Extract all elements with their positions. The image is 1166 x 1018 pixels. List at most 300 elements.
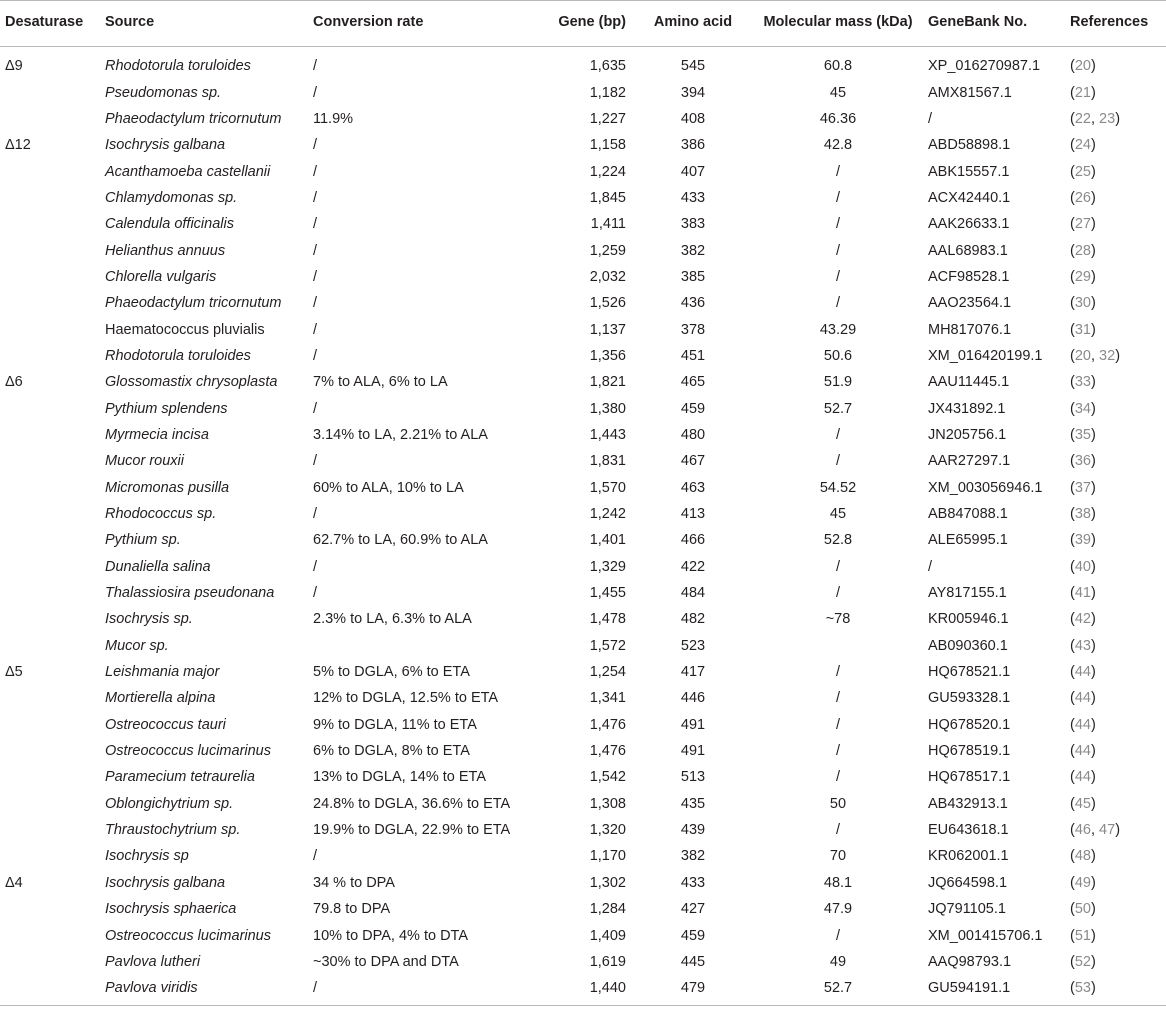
desaturase-cell — [0, 633, 105, 659]
desaturase-cell — [0, 395, 105, 421]
molecular-mass-cell: / — [835, 453, 841, 470]
molecular-mass-cell: 52.8 — [823, 532, 853, 549]
molecular-mass-cell: 45 — [829, 506, 847, 523]
source-cell: Pythium splendens — [105, 400, 228, 417]
table-row — [0, 475, 1166, 501]
source-cell: Calendula officinalis — [105, 216, 234, 233]
source-cell: Chlorella vulgaris — [105, 268, 217, 285]
references-cell: (38) — [1070, 506, 1096, 523]
references-cell: (44) — [1070, 664, 1096, 681]
reference-link[interactable]: 51 — [1074, 927, 1091, 944]
source-cell: Leishmania major — [105, 664, 220, 681]
genebank-cell: HQ678517.1 — [928, 769, 1011, 786]
table-row — [0, 949, 1166, 975]
references-cell: (34) — [1070, 400, 1096, 417]
genebank-cell: HQ678520.1 — [928, 716, 1011, 733]
reference-link[interactable]: 26 — [1074, 189, 1091, 206]
reference-link[interactable]: 39 — [1074, 532, 1091, 549]
reference-link[interactable]: 20 — [1074, 347, 1091, 364]
gene-bp-cell: 1,224 — [589, 163, 626, 180]
reference-link[interactable]: 20 — [1074, 58, 1091, 75]
desaturase-cell — [0, 817, 105, 843]
references-cell: (49) — [1070, 874, 1096, 891]
amino-acid-cell: 408 — [680, 110, 706, 127]
amino-acid-cell: 491 — [680, 716, 706, 733]
gene-bp-cell: 1,455 — [589, 585, 626, 602]
amino-acid-cell: 435 — [680, 795, 706, 812]
amino-acid-cell: 466 — [680, 532, 706, 549]
genebank-cell: XM_003056946.1 — [928, 479, 1043, 496]
genebank-cell: MH817076.1 — [928, 321, 1012, 338]
molecular-mass-cell — [748, 633, 928, 659]
table-header — [0, 1, 1166, 47]
genebank-cell: AAO23564.1 — [928, 295, 1012, 312]
conversion-rate-cell: 60% to ALA, 10% to LA — [313, 479, 464, 496]
amino-acid-cell: 459 — [680, 927, 706, 944]
references-cell: (44) — [1070, 690, 1096, 707]
source-cell: Mucor sp. — [105, 637, 169, 654]
desaturase-cell — [0, 343, 105, 369]
molecular-mass-cell: / — [835, 189, 841, 206]
conversion-rate-cell: / — [313, 453, 318, 470]
gene-bp-cell: 1,831 — [589, 453, 626, 470]
table-row — [0, 422, 1166, 448]
reference-link[interactable]: 41 — [1074, 585, 1091, 602]
table-row — [0, 922, 1166, 948]
conversion-rate-cell: / — [313, 84, 318, 101]
source-cell: Haematococcus pluvialis — [105, 321, 265, 338]
gene-bp-cell: 1,170 — [589, 848, 626, 865]
reference-link[interactable]: 53 — [1074, 980, 1091, 997]
reference-link[interactable]: 23 — [1099, 110, 1116, 127]
amino-acid-cell: 407 — [680, 163, 706, 180]
molecular-mass-cell: / — [835, 743, 841, 760]
references-cell: (52) — [1070, 953, 1096, 970]
references-cell: (22, 23) — [1070, 110, 1121, 127]
conversion-rate-cell: / — [313, 347, 318, 364]
reference-link[interactable]: 45 — [1074, 795, 1091, 812]
desaturase-cell — [0, 475, 105, 501]
desaturase-cell — [0, 554, 105, 580]
table-row — [0, 712, 1166, 738]
molecular-mass-cell: 47.9 — [823, 901, 853, 918]
table-row — [0, 975, 1166, 1006]
desaturase-cell — [0, 422, 105, 448]
desaturase-cell — [0, 791, 105, 817]
desaturase-cell: Δ5 — [5, 664, 23, 681]
source-cell: Phaeodactylum tricornutum — [105, 295, 282, 312]
table-row — [0, 132, 1166, 158]
molecular-mass-cell: 70 — [829, 848, 847, 865]
reference-link[interactable]: 40 — [1074, 558, 1091, 575]
conversion-rate-cell: / — [313, 975, 530, 1006]
reference-link[interactable]: 34 — [1074, 400, 1091, 417]
conversion-rate-cell: 79.8 to DPA — [313, 901, 391, 918]
molecular-mass-cell: 60.8 — [823, 58, 853, 75]
references-cell: (36) — [1070, 453, 1096, 470]
header-molecular-mass: Molecular mass (kDa) — [748, 1, 928, 47]
desaturase-cell — [0, 764, 105, 790]
genebank-cell: AAL68983.1 — [928, 242, 1008, 259]
source-cell: Isochrysis sp — [105, 848, 189, 865]
conversion-rate-cell — [313, 633, 530, 659]
desaturase-cell — [0, 843, 105, 869]
gene-bp-cell: 1,635 — [589, 58, 626, 75]
genebank-cell: AMX81567.1 — [928, 84, 1012, 101]
table-row — [0, 158, 1166, 184]
gene-bp-cell: 1,476 — [589, 716, 626, 733]
amino-acid-cell: 386 — [680, 137, 706, 154]
source-cell: Pavlova viridis — [105, 975, 313, 1006]
reference-link[interactable]: 29 — [1074, 268, 1091, 285]
reference-link[interactable]: 24 — [1074, 137, 1091, 154]
table-row — [0, 817, 1166, 843]
gene-bp-cell: 1,284 — [589, 901, 626, 918]
header-source: Source — [105, 1, 313, 47]
reference-link[interactable]: 47 — [1099, 822, 1116, 839]
references-cell: (40) — [1070, 558, 1096, 575]
conversion-rate-cell: 13% to DGLA, 14% to ETA — [313, 769, 487, 786]
table-row — [0, 527, 1166, 553]
reference-link[interactable]: 43 — [1074, 637, 1091, 654]
desaturase-cell — [0, 606, 105, 632]
molecular-mass-cell: 46.36 — [819, 110, 857, 127]
source-cell: Isochrysis galbana — [105, 137, 226, 154]
genebank-cell: XP_016270987.1 — [928, 58, 1041, 75]
desaturase-cell — [0, 290, 105, 316]
table-row — [0, 79, 1166, 105]
table-row — [0, 237, 1166, 263]
gene-bp-cell: 2,032 — [589, 268, 626, 285]
source-cell: Helianthus annuus — [105, 242, 226, 259]
gene-bp-cell: 1,259 — [589, 242, 626, 259]
molecular-mass-cell: / — [835, 664, 841, 681]
table-row — [0, 896, 1166, 922]
header-conversion-rate: Conversion rate — [313, 1, 530, 47]
genebank-cell: ABK15557.1 — [928, 163, 1010, 180]
header-references: References — [1070, 1, 1166, 47]
conversion-rate-cell: 9% to DGLA, 11% to ETA — [313, 716, 477, 733]
conversion-rate-cell: ~30% to DPA and DTA — [313, 953, 459, 970]
references-cell: (42) — [1070, 611, 1096, 628]
references-cell: (33) — [1070, 374, 1096, 391]
conversion-rate-cell: / — [313, 137, 318, 154]
desaturase-cell — [0, 685, 105, 711]
references-cell: (29) — [1070, 268, 1096, 285]
references-cell: (44) — [1070, 743, 1096, 760]
molecular-mass-cell: / — [835, 216, 841, 233]
source-cell: Paramecium tetraurelia — [105, 769, 255, 786]
conversion-rate-cell: / — [313, 585, 318, 602]
desaturase-cell — [0, 185, 105, 211]
reference-link[interactable]: 46 — [1074, 822, 1091, 839]
conversion-rate-cell: / — [313, 189, 318, 206]
reference-link[interactable]: 37 — [1074, 479, 1091, 496]
reference-link[interactable]: 22 — [1074, 110, 1091, 127]
genebank-cell: AAU11445.1 — [928, 374, 1010, 391]
desaturase-cell — [0, 158, 105, 184]
genebank-cell: AB847088.1 — [928, 506, 1008, 523]
references-cell: (31) — [1070, 321, 1096, 338]
table-row — [0, 47, 1166, 80]
table-row — [0, 633, 1166, 659]
molecular-mass-cell: / — [835, 716, 841, 733]
references-cell: (20) — [1070, 58, 1096, 75]
conversion-rate-cell: 7% to ALA, 6% to LA — [313, 374, 448, 391]
conversion-rate-cell: 12% to DGLA, 12.5% to ETA — [313, 690, 499, 707]
molecular-mass-cell: 43.29 — [819, 321, 857, 338]
conversion-rate-cell: / — [313, 506, 318, 523]
molecular-mass-cell: 42.8 — [823, 137, 853, 154]
source-cell: Acanthamoeba castellanii — [105, 163, 271, 180]
gene-bp-cell: 1,411 — [590, 216, 626, 233]
molecular-mass-cell: 50 — [829, 795, 847, 812]
molecular-mass-cell: 54.52 — [819, 479, 857, 496]
references-cell: (27) — [1070, 216, 1096, 233]
genebank-cell: AB090360.1 — [928, 637, 1008, 654]
gene-bp-cell: 1,302 — [589, 874, 626, 891]
table-row — [0, 369, 1166, 395]
reference-link[interactable]: 33 — [1074, 374, 1091, 391]
source-cell: Isochrysis sphaerica — [105, 901, 237, 918]
reference-link[interactable]: 44 — [1074, 743, 1091, 760]
reference-link[interactable]: 38 — [1074, 506, 1091, 523]
table-row — [0, 843, 1166, 869]
conversion-rate-cell: / — [313, 558, 318, 575]
conversion-rate-cell: / — [313, 321, 318, 338]
conversion-rate-cell: / — [313, 242, 318, 259]
molecular-mass-cell: 48.1 — [823, 874, 853, 891]
table-row — [0, 870, 1166, 896]
genebank-cell: KR005946.1 — [928, 611, 1009, 628]
references-cell: (28) — [1070, 242, 1096, 259]
source-cell: Rhodotorula toruloides — [105, 58, 251, 75]
source-cell: Phaeodactylum tricornutum — [105, 110, 282, 127]
genebank-cell: AB432913.1 — [928, 795, 1008, 812]
gene-bp-cell: 1,845 — [589, 189, 626, 206]
reference-link[interactable]: 35 — [1074, 426, 1091, 443]
molecular-mass-cell: 50.6 — [823, 347, 853, 364]
source-cell: Ostreococcus tauri — [105, 716, 226, 733]
amino-acid-cell: 422 — [680, 558, 706, 575]
references-cell: (45) — [1070, 795, 1096, 812]
amino-acid-cell: 467 — [680, 453, 706, 470]
references-cell: (24) — [1070, 137, 1096, 154]
source-cell: Oblongichytrium sp. — [105, 795, 234, 812]
molecular-mass-cell: 52.7 — [748, 975, 928, 1006]
reference-link[interactable]: 48 — [1074, 848, 1091, 865]
desaturase-cell: Δ9 — [5, 58, 23, 75]
amino-acid-cell: 480 — [680, 426, 706, 443]
gene-bp-cell: 1,158 — [589, 137, 626, 154]
conversion-rate-cell: / — [313, 295, 318, 312]
desaturase-cell — [0, 211, 105, 237]
gene-bp-cell: 1,308 — [589, 795, 626, 812]
source-cell: Thraustochytrium sp. — [105, 822, 241, 839]
molecular-mass-cell: / — [835, 690, 841, 707]
source-cell: Ostreococcus lucimarinus — [105, 743, 271, 760]
amino-acid-cell: 383 — [680, 216, 706, 233]
table-row — [0, 791, 1166, 817]
desaturase-cell: Δ6 — [5, 374, 23, 391]
gene-bp-cell: 1,542 — [589, 769, 626, 786]
reference-link[interactable]: 42 — [1074, 611, 1091, 628]
table-row — [0, 106, 1166, 132]
header-gene-bp: Gene (bp) — [530, 1, 638, 47]
desaturase-cell — [0, 237, 105, 263]
amino-acid-cell: 413 — [680, 506, 706, 523]
genebank-cell: HQ678519.1 — [928, 743, 1011, 760]
references-cell: (44) — [1070, 716, 1096, 733]
reference-link[interactable]: 30 — [1074, 295, 1091, 312]
desaturase-cell: Δ4 — [5, 874, 23, 891]
reference-link[interactable]: 27 — [1074, 216, 1091, 233]
molecular-mass-cell: / — [835, 163, 841, 180]
genebank-cell: GU593328.1 — [928, 690, 1011, 707]
conversion-rate-cell: 24.8% to DGLA, 36.6% to ETA — [313, 795, 511, 812]
genebank-cell: JQ664598.1 — [928, 874, 1008, 891]
table-row — [0, 659, 1166, 685]
desaturase-cell — [0, 949, 105, 975]
gene-bp-cell: 1,572 — [589, 637, 626, 654]
amino-acid-cell: 446 — [680, 690, 706, 707]
gene-bp-cell: 1,227 — [589, 110, 626, 127]
gene-bp-cell: 1,380 — [589, 400, 626, 417]
amino-acid-cell: 445 — [680, 953, 706, 970]
genebank-cell: HQ678521.1 — [928, 664, 1011, 681]
desaturase-cell — [0, 316, 105, 342]
genebank-cell: AAQ98793.1 — [928, 953, 1012, 970]
amino-acid-cell: 463 — [680, 479, 706, 496]
reference-link[interactable]: 49 — [1074, 874, 1091, 891]
genebank-cell: XM_001415706.1 — [928, 927, 1043, 944]
genebank-cell: ACF98528.1 — [928, 268, 1010, 285]
gene-bp-cell: 1,137 — [589, 321, 626, 338]
conversion-rate-cell: / — [313, 216, 318, 233]
reference-link[interactable]: 25 — [1074, 163, 1091, 180]
source-cell: Pavlova lutheri — [105, 953, 201, 970]
desaturase-cell — [0, 580, 105, 606]
genebank-cell: EU643618.1 — [928, 822, 1009, 839]
table-row — [0, 501, 1166, 527]
references-cell: (53) — [1070, 975, 1166, 1006]
source-cell: Micromonas pusilla — [105, 479, 230, 496]
reference-link[interactable]: 44 — [1074, 769, 1091, 786]
conversion-rate-cell: 62.7% to LA, 60.9% to ALA — [313, 532, 488, 549]
header-row — [0, 1, 1166, 47]
amino-acid-cell: 394 — [680, 84, 706, 101]
references-cell: (43) — [1070, 637, 1096, 654]
genebank-cell: GU594191.1 — [928, 975, 1070, 1006]
reference-link[interactable]: 28 — [1074, 242, 1091, 259]
desaturase-cell — [0, 738, 105, 764]
source-cell: Rhodotorula toruloides — [105, 347, 251, 364]
gene-bp-cell: 1,254 — [589, 664, 626, 681]
gene-bp-cell: 1,821 — [589, 374, 626, 391]
genebank-cell: AY817155.1 — [928, 585, 1007, 602]
source-cell: Mucor rouxii — [105, 453, 184, 470]
genebank-cell: ACX42440.1 — [928, 189, 1011, 206]
reference-link[interactable]: 31 — [1074, 321, 1091, 338]
reference-link[interactable]: 36 — [1074, 453, 1091, 470]
molecular-mass-cell: / — [835, 585, 841, 602]
gene-bp-cell: 1,478 — [589, 611, 626, 628]
conversion-rate-cell: / — [313, 400, 318, 417]
gene-bp-cell: 1,401 — [589, 532, 626, 549]
amino-acid-cell: 385 — [680, 268, 706, 285]
molecular-mass-cell: / — [835, 769, 841, 786]
source-cell: Rhodococcus sp. — [105, 506, 217, 523]
conversion-rate-cell: / — [313, 163, 318, 180]
table-row — [0, 343, 1166, 369]
amino-acid-cell: 433 — [680, 189, 706, 206]
desaturase-cell — [0, 922, 105, 948]
conversion-rate-cell: / — [313, 58, 318, 75]
gene-bp-cell: 1,440 — [530, 975, 638, 1006]
source-cell: Isochrysis sp. — [105, 611, 193, 628]
gene-bp-cell: 1,356 — [589, 347, 626, 364]
table-row — [0, 580, 1166, 606]
source-cell: Isochrysis galbana — [105, 874, 226, 891]
references-cell: (26) — [1070, 189, 1096, 206]
desaturase-cell — [0, 501, 105, 527]
molecular-mass-cell: 49 — [829, 953, 847, 970]
references-cell: (41) — [1070, 585, 1096, 602]
source-cell: Myrmecia incisa — [105, 426, 209, 443]
gene-bp-cell: 1,329 — [589, 558, 626, 575]
reference-link[interactable]: 52 — [1074, 953, 1091, 970]
reference-link[interactable]: 32 — [1099, 347, 1116, 364]
references-cell: (50) — [1070, 901, 1096, 918]
amino-acid-cell: 436 — [680, 295, 706, 312]
amino-acid-cell: 523 — [680, 637, 706, 654]
desaturase-cell — [0, 106, 105, 132]
amino-acid-cell: 382 — [680, 848, 706, 865]
header-amino-acid: Amino acid — [638, 1, 748, 47]
conversion-rate-cell: 5% to DGLA, 6% to ETA — [313, 664, 470, 681]
genebank-cell: AAR27297.1 — [928, 453, 1011, 470]
conversion-rate-cell: 6% to DGLA, 8% to ETA — [313, 743, 470, 760]
reference-link[interactable]: 44 — [1074, 664, 1091, 681]
amino-acid-cell: 439 — [680, 822, 706, 839]
reference-link[interactable]: 44 — [1074, 716, 1091, 733]
gene-bp-cell: 1,409 — [589, 927, 626, 944]
conversion-rate-cell: 19.9% to DGLA, 22.9% to ETA — [313, 822, 511, 839]
conversion-rate-cell: 2.3% to LA, 6.3% to ALA — [313, 611, 472, 628]
molecular-mass-cell: 52.7 — [823, 400, 853, 417]
source-cell: Pseudomonas sp. — [105, 84, 222, 101]
references-cell: (51) — [1070, 927, 1096, 944]
reference-link[interactable]: 50 — [1074, 901, 1091, 918]
reference-link[interactable]: 21 — [1074, 84, 1091, 101]
genebank-cell: / — [928, 110, 933, 127]
table-row — [0, 606, 1166, 632]
table-body — [0, 47, 1166, 1006]
table-row — [0, 738, 1166, 764]
reference-link[interactable]: 44 — [1074, 690, 1091, 707]
conversion-rate-cell: / — [313, 268, 318, 285]
gene-bp-cell: 1,341 — [589, 690, 626, 707]
amino-acid-cell: 451 — [680, 347, 706, 364]
desaturase-cell — [0, 527, 105, 553]
genebank-cell: KR062001.1 — [928, 848, 1009, 865]
gene-bp-cell: 1,476 — [589, 743, 626, 760]
amino-acid-cell: 479 — [638, 975, 748, 1006]
source-cell: Chlamydomonas sp. — [105, 189, 238, 206]
table-row — [0, 316, 1166, 342]
amino-acid-cell: 465 — [680, 374, 706, 391]
gene-bp-cell: 1,320 — [589, 822, 626, 839]
